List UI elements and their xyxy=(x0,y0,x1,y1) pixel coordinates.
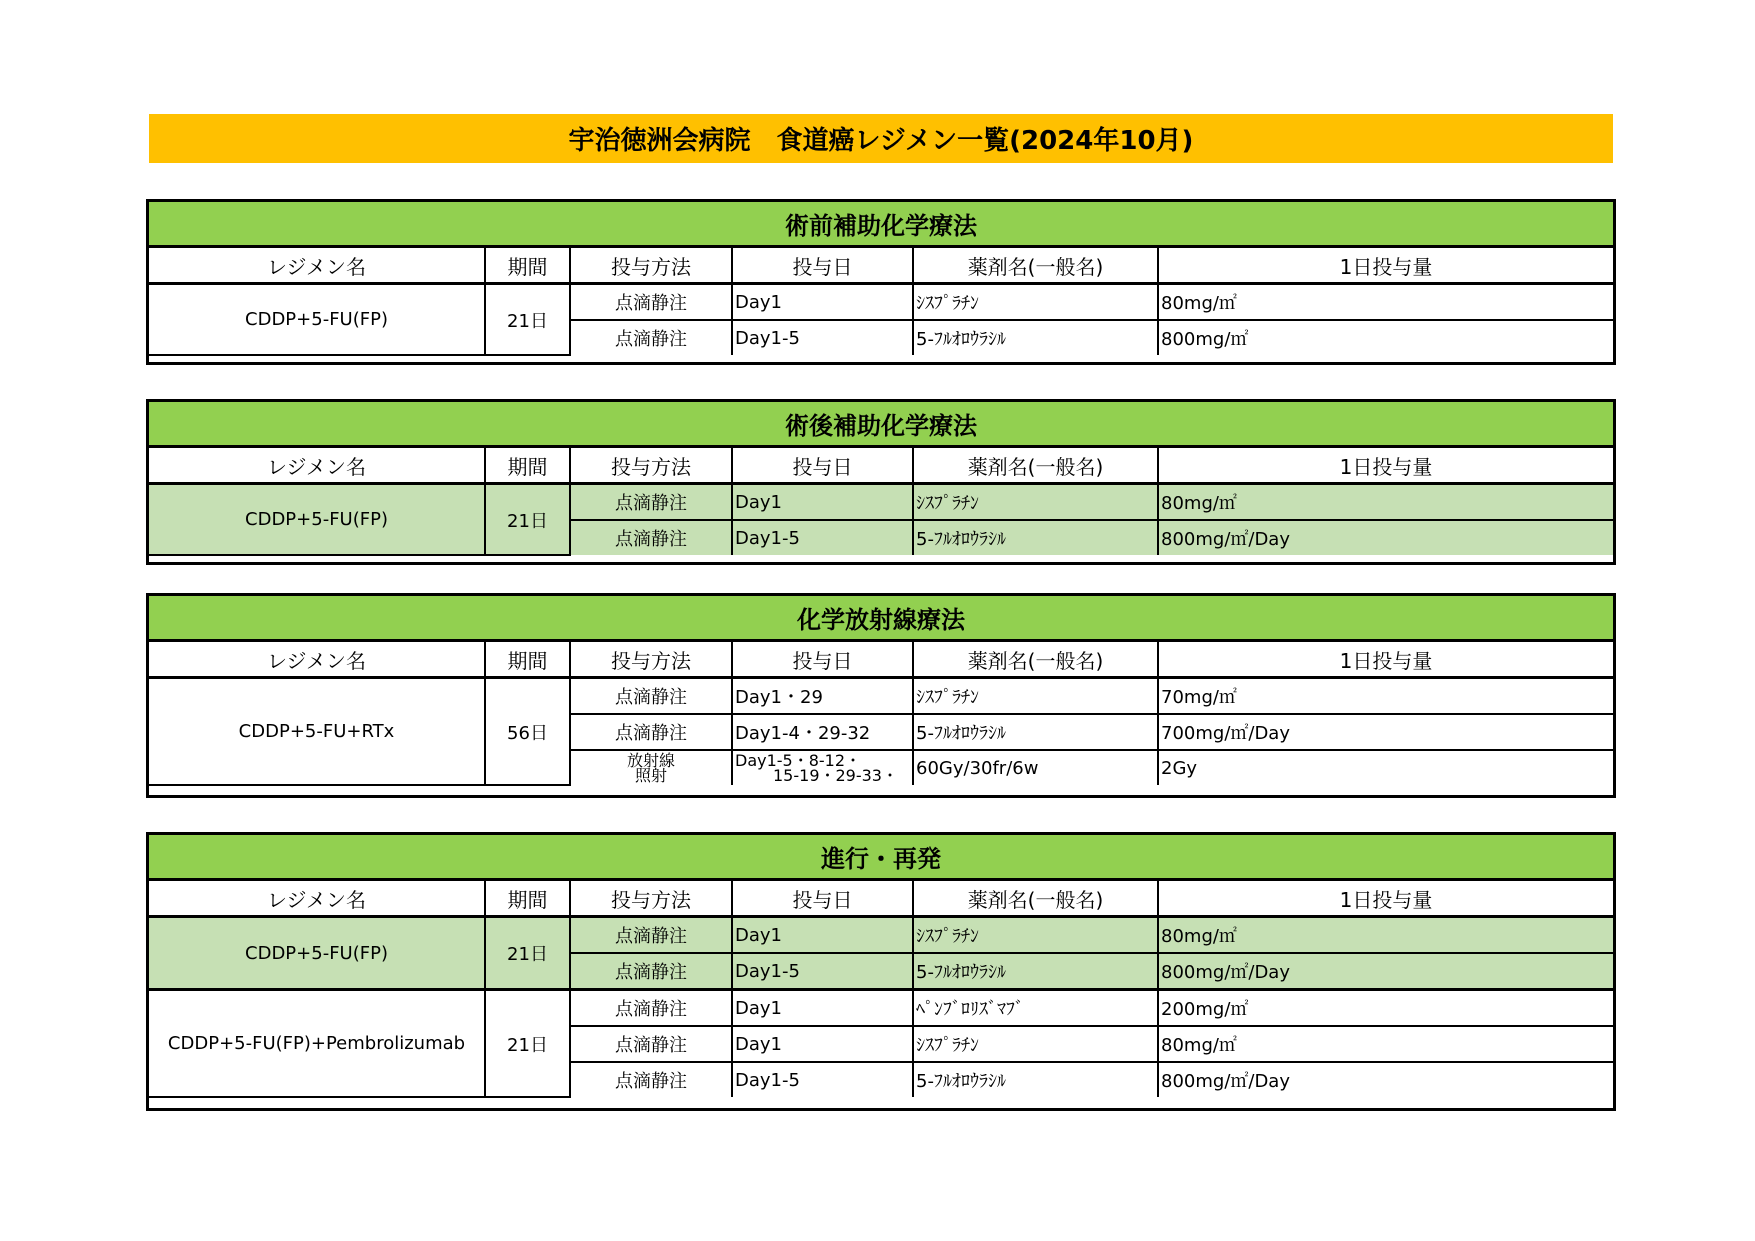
drug-name: ﾍﾟﾝﾌﾞﾛﾘｽﾞﾏﾌﾞ xyxy=(913,990,1158,1027)
drug-name: 5-ﾌﾙｵﾛｳﾗｼﾙ xyxy=(913,520,1158,555)
section-postoperative xyxy=(146,399,1616,565)
col-header-drug: 薬剤名(一般名) xyxy=(913,448,1158,484)
col-header-period: 期間 xyxy=(485,448,570,484)
admin-day: Day1 xyxy=(732,1026,913,1062)
col-header-drug: 薬剤名(一般名) xyxy=(913,642,1158,678)
col-header-dose: 1日投与量 xyxy=(1158,881,1613,917)
admin-method: 点滴静注 xyxy=(570,917,732,954)
section-heading: 術後補助化学療法 xyxy=(149,402,1613,448)
section-preoperative xyxy=(146,199,1616,365)
regimen-table xyxy=(149,248,1613,356)
regimen-table xyxy=(149,881,1613,1098)
regimen-name: CDDP+5-FU(FP)+Pembrolizumab xyxy=(149,990,485,1098)
daily-dose: 800mg/㎡/Day xyxy=(1158,1062,1613,1097)
admin-day: Day1-4・29-32 xyxy=(732,714,913,750)
col-header-method: 投与方法 xyxy=(570,881,732,917)
table-header-row xyxy=(149,448,1613,484)
drug-name: ｼｽﾌﾟﾗﾁﾝ xyxy=(913,678,1158,715)
col-header-day: 投与日 xyxy=(732,642,913,678)
daily-dose: 2Gy xyxy=(1158,750,1613,785)
method-line: 放射線 xyxy=(626,751,675,770)
drug-name: ｼｽﾌﾟﾗﾁﾝ xyxy=(913,484,1158,521)
drug-name: 5-ﾌﾙｵﾛｳﾗｼﾙ xyxy=(913,953,1158,990)
admin-day: Day1・29 xyxy=(732,678,913,715)
admin-method: 点滴静注 xyxy=(570,484,732,521)
daily-dose: 80mg/㎡ xyxy=(1158,917,1613,954)
daily-dose: 70mg/㎡ xyxy=(1158,678,1613,715)
col-header-period: 期間 xyxy=(485,248,570,284)
daily-dose: 80mg/㎡ xyxy=(1158,1026,1613,1062)
admin-method: 点滴静注 xyxy=(570,953,732,990)
regimen-table xyxy=(149,448,1613,556)
admin-method: 点滴静注 xyxy=(570,284,732,321)
section-heading: 術前補助化学療法 xyxy=(149,202,1613,248)
admin-method: 点滴静注 xyxy=(570,520,732,555)
section-chemoradiotherapy xyxy=(146,593,1616,798)
admin-method xyxy=(570,750,732,785)
admin-day: Day1 xyxy=(732,484,913,521)
regimen-name: CDDP+5-FU(FP) xyxy=(149,284,485,356)
drug-name: ｼｽﾌﾟﾗﾁﾝ xyxy=(913,917,1158,954)
col-header-regimen: レジメン名 xyxy=(149,642,485,678)
drug-name: ｼｽﾌﾟﾗﾁﾝ xyxy=(913,284,1158,321)
col-header-period: 期間 xyxy=(485,642,570,678)
drug-name: 5-ﾌﾙｵﾛｳﾗｼﾙ xyxy=(913,1062,1158,1097)
method-line: 照射 xyxy=(634,766,667,785)
daily-dose: 200mg/㎡ xyxy=(1158,990,1613,1027)
admin-day: Day1-5 xyxy=(732,1062,913,1097)
table-row xyxy=(149,484,1613,521)
drug-name: 5-ﾌﾙｵﾛｳﾗｼﾙ xyxy=(913,320,1158,355)
admin-day: Day1 xyxy=(732,284,913,321)
admin-day: Day1-5 xyxy=(732,520,913,555)
admin-method: 点滴静注 xyxy=(570,320,732,355)
table-row xyxy=(149,990,1613,1027)
daily-dose: 800mg/㎡/Day xyxy=(1158,953,1613,990)
day-line: Day1-5・8-12・ xyxy=(735,751,862,770)
col-header-drug: 薬剤名(一般名) xyxy=(913,248,1158,284)
col-header-method: 投与方法 xyxy=(570,642,732,678)
regimen-period: 56日 xyxy=(485,678,570,786)
regimen-period: 21日 xyxy=(485,484,570,556)
daily-dose: 800mg/㎡/Day xyxy=(1158,520,1613,555)
col-header-day: 投与日 xyxy=(732,248,913,284)
admin-method: 点滴静注 xyxy=(570,678,732,715)
regimen-period: 21日 xyxy=(485,284,570,356)
col-header-drug: 薬剤名(一般名) xyxy=(913,881,1158,917)
admin-method: 点滴静注 xyxy=(570,714,732,750)
table-header-row xyxy=(149,642,1613,678)
table-row xyxy=(149,678,1613,715)
page-title: 宇治徳洲会病院 食道癌レジメン一覧(2024年10月) xyxy=(149,114,1613,163)
col-header-dose: 1日投与量 xyxy=(1158,448,1613,484)
col-header-day: 投与日 xyxy=(732,881,913,917)
admin-day: Day1-5 xyxy=(732,953,913,990)
table-row xyxy=(149,917,1613,954)
admin-day: Day1 xyxy=(732,917,913,954)
col-header-regimen: レジメン名 xyxy=(149,448,485,484)
col-header-dose: 1日投与量 xyxy=(1158,248,1613,284)
drug-name: ｼｽﾌﾟﾗﾁﾝ xyxy=(913,1026,1158,1062)
col-header-regimen: レジメン名 xyxy=(149,248,485,284)
admin-day: Day1-5 xyxy=(732,320,913,355)
section-heading: 化学放射線療法 xyxy=(149,596,1613,642)
day-line: 15-19・29-33・ xyxy=(773,766,898,785)
regimen-name: CDDP+5-FU(FP) xyxy=(149,917,485,990)
admin-day xyxy=(732,750,913,785)
admin-day: Day1 xyxy=(732,990,913,1027)
regimen-period: 21日 xyxy=(485,917,570,990)
admin-method: 点滴静注 xyxy=(570,1026,732,1062)
table-row xyxy=(149,284,1613,321)
col-header-method: 投与方法 xyxy=(570,448,732,484)
admin-method: 点滴静注 xyxy=(570,1062,732,1097)
drug-name: 60Gy/30fr/6w xyxy=(913,750,1158,785)
daily-dose: 700mg/㎡/Day xyxy=(1158,714,1613,750)
col-header-regimen: レジメン名 xyxy=(149,881,485,917)
regimen-table xyxy=(149,642,1613,786)
col-header-day: 投与日 xyxy=(732,448,913,484)
section-heading: 進行・再発 xyxy=(149,835,1613,881)
regimen-name: CDDP+5-FU+RTx xyxy=(149,678,485,786)
col-header-method: 投与方法 xyxy=(570,248,732,284)
admin-method: 点滴静注 xyxy=(570,990,732,1027)
daily-dose: 800mg/㎡ xyxy=(1158,320,1613,355)
daily-dose: 80mg/㎡ xyxy=(1158,484,1613,521)
regimen-period: 21日 xyxy=(485,990,570,1098)
daily-dose: 80mg/㎡ xyxy=(1158,284,1613,321)
regimen-name: CDDP+5-FU(FP) xyxy=(149,484,485,556)
section-advanced-recurrent xyxy=(146,832,1616,1111)
table-header-row xyxy=(149,248,1613,284)
col-header-period: 期間 xyxy=(485,881,570,917)
drug-name: 5-ﾌﾙｵﾛｳﾗｼﾙ xyxy=(913,714,1158,750)
table-header-row xyxy=(149,881,1613,917)
col-header-dose: 1日投与量 xyxy=(1158,642,1613,678)
